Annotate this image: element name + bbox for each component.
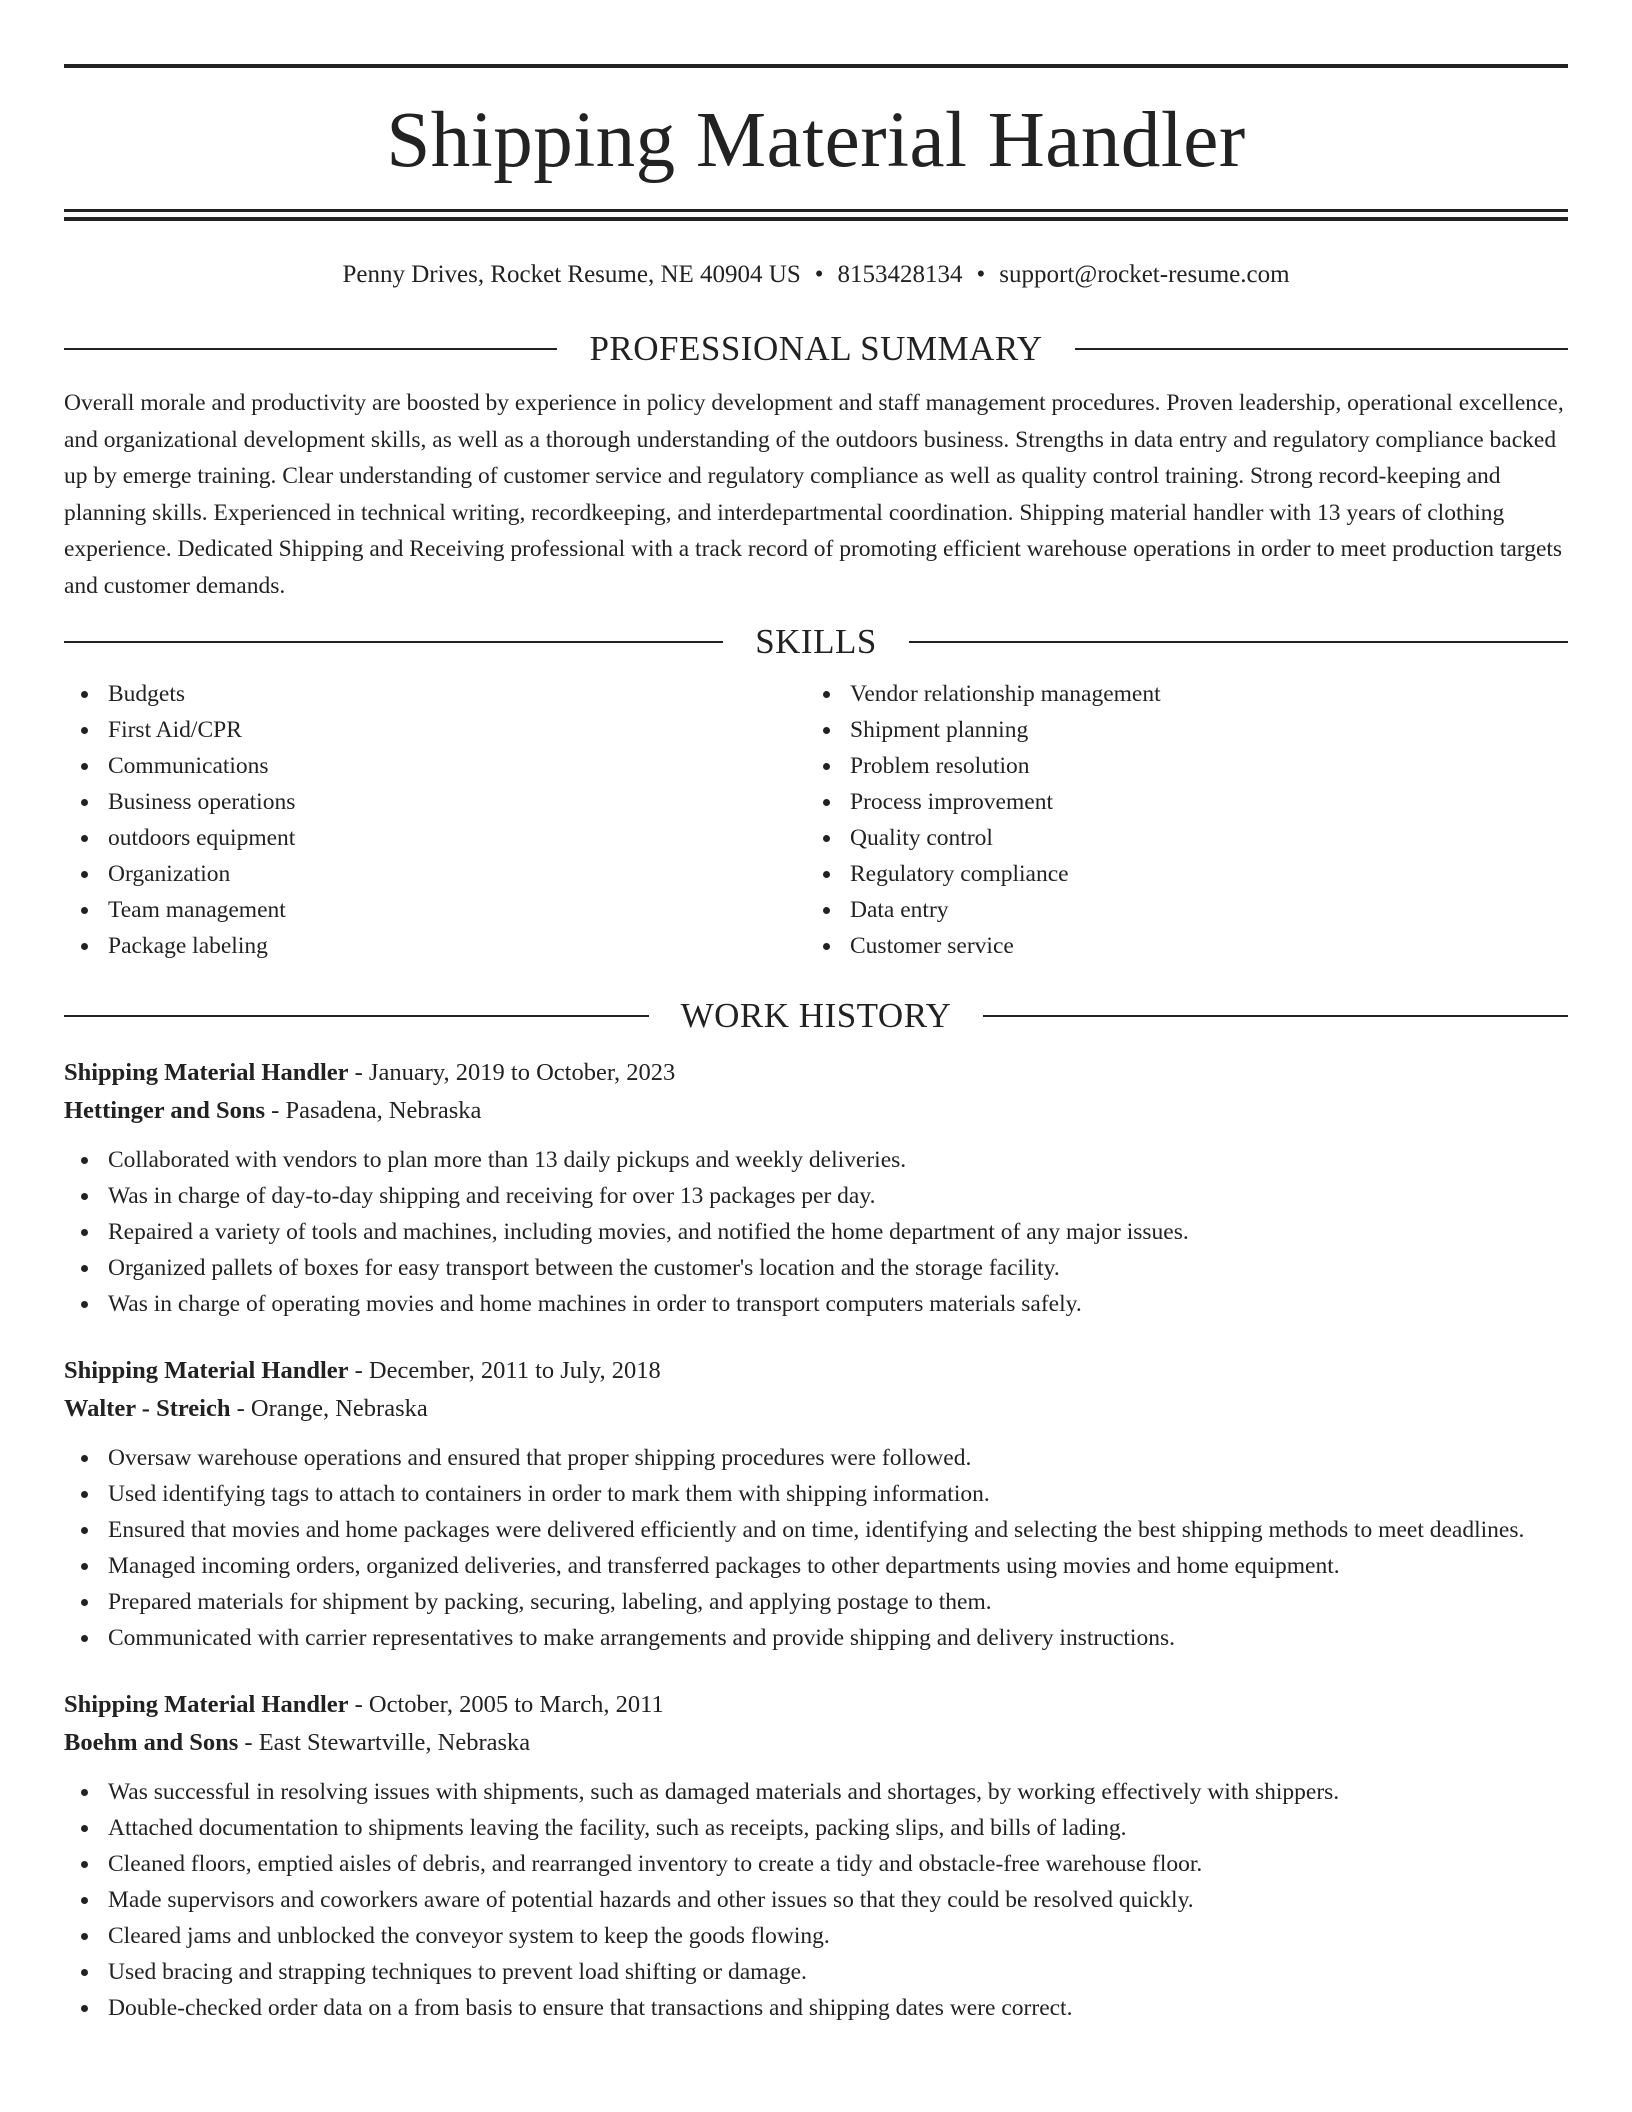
job-title: Shipping Material Handler	[64, 1691, 349, 1718]
job-location: - Orange, Nebraska	[236, 1395, 428, 1422]
list-item: Problem resolution	[806, 748, 1548, 784]
list-item: Was in charge of day-to-day shipping and receiving for over 13 packages per day.	[64, 1178, 1568, 1214]
list-item: Repaired a variety of tools and machines, including movies, and notified the home department of any major issues.	[64, 1214, 1568, 1250]
job-title-line	[64, 1352, 1568, 1390]
skills-heading-text: SKILLS	[755, 622, 877, 661]
contact-address: Penny Drives, Rocket Resume, NE 40904 US	[342, 261, 801, 288]
list-item: Team management	[64, 892, 806, 928]
contact-email: support@rocket-resume.com	[999, 261, 1290, 288]
list-item: Was in charge of operating movies and home machines in order to transport computers materials safely.	[64, 1286, 1568, 1322]
list-item: Data entry	[806, 892, 1548, 928]
work-history-list	[64, 1054, 1568, 2026]
list-item: Attached documentation to shipments leaving the facility, such as receipts, packing slips, and bills of lading.	[64, 1810, 1568, 1846]
list-item: Communicated with carrier representatives to make arrangements and provide shipping and delivery instructions.	[64, 1620, 1568, 1656]
job-company-line	[64, 1724, 1568, 1762]
job-company: Boehm and Sons	[64, 1729, 239, 1756]
contact-separator: •	[814, 261, 824, 288]
list-item: Prepared materials for shipment by packing, securing, labeling, and applying postage to them.	[64, 1584, 1568, 1620]
skills-right-list	[806, 676, 1548, 964]
summary-text: Overall morale and productivity are boosted by experience in policy development and staff management procedures. Proven leadership, operational excellence, and organizational development skills, as well as a thorough understanding of the outdoors business. Strengths in data entry and regulatory compliance backed up by emerge training. Clear understanding of customer service and regulatory compliance as well as quality control training. Strong record-keeping and planning skills. Experienced in technical writing, recordkeeping, and interdepartmental coordination. Shipping material handler with 13 years of clothing experience. Dedicated Shipping and Receiving professional with a track record of promoting efficient warehouse operations in order to meet production targets and customer demands.	[64, 390, 1564, 599]
contact-separator: •	[976, 261, 986, 288]
job-entry	[64, 1352, 1568, 1656]
list-item: Organization	[64, 856, 806, 892]
skills-columns	[64, 676, 1568, 964]
job-dates: - October, 2005 to March, 2011	[354, 1691, 664, 1718]
job-dates: - January, 2019 to October, 2023	[354, 1059, 676, 1086]
list-item: Double-checked order data on a from basis to ensure that transactions and shipping dates were correct.	[64, 1990, 1568, 2026]
list-item: Shipment planning	[806, 712, 1548, 748]
job-title: Shipping Material Handler	[64, 1059, 349, 1086]
list-item: Was successful in resolving issues with shipments, such as damaged materials and shortages, by working effectively with shippers.	[64, 1774, 1568, 1810]
contact-phone: 8153428134	[837, 261, 963, 288]
skills-heading	[64, 624, 1568, 660]
list-item: Organized pallets of boxes for easy transport between the customer's location and the storage facility.	[64, 1250, 1568, 1286]
list-item: Package labeling	[64, 928, 806, 964]
list-item: Budgets	[64, 676, 806, 712]
job-company-line	[64, 1390, 1568, 1428]
job-location: - East Stewartville, Nebraska	[244, 1729, 531, 1756]
job-title-line	[64, 1686, 1568, 1724]
list-item: First Aid/CPR	[64, 712, 806, 748]
job-bullets	[64, 1142, 1568, 1322]
list-item: Customer service	[806, 928, 1548, 964]
list-item: Used identifying tags to attach to containers in order to mark them with shipping information.	[64, 1476, 1568, 1512]
list-item: Made supervisors and coworkers aware of potential hazards and other issues so that they could be resolved quickly.	[64, 1882, 1568, 1918]
candidate-name: Shipping Material Handler	[386, 97, 1246, 184]
contact-line	[64, 259, 1568, 291]
job-dates: - December, 2011 to July, 2018	[354, 1357, 661, 1384]
header-double-rule	[64, 209, 1568, 221]
job-company-line	[64, 1092, 1568, 1130]
list-item: Oversaw warehouse operations and ensured that proper shipping procedures were followed.	[64, 1440, 1568, 1476]
job-title-line	[64, 1054, 1568, 1092]
resume-page	[64, 64, 1568, 2026]
job-title: Shipping Material Handler	[64, 1357, 349, 1384]
work-heading	[64, 998, 1568, 1034]
job-bullets	[64, 1774, 1568, 2026]
list-item: Business operations	[64, 784, 806, 820]
job-entry	[64, 1054, 1568, 1322]
list-item: Quality control	[806, 820, 1548, 856]
job-location: - Pasadena, Nebraska	[271, 1097, 482, 1124]
list-item: Vendor relationship management	[806, 676, 1548, 712]
list-item: Regulatory compliance	[806, 856, 1548, 892]
job-bullets	[64, 1440, 1568, 1656]
list-item: outdoors equipment	[64, 820, 806, 856]
list-item: Communications	[64, 748, 806, 784]
job-company: Walter - Streich	[64, 1395, 231, 1422]
skills-left-list	[64, 676, 806, 964]
top-rule	[64, 64, 1568, 68]
summary-heading-text: PROFESSIONAL SUMMARY	[589, 329, 1043, 368]
summary-heading	[64, 331, 1568, 367]
list-item: Used bracing and strapping techniques to prevent load shifting or damage.	[64, 1954, 1568, 1990]
list-item: Ensured that movies and home packages were delivered efficiently and on time, identifying and selecting the best shipping methods to meet deadlines.	[64, 1512, 1568, 1548]
list-item: Managed incoming orders, organized deliveries, and transferred packages to other departments using movies and home equipment.	[64, 1548, 1568, 1584]
list-item: Process improvement	[806, 784, 1548, 820]
list-item: Collaborated with vendors to plan more than 13 daily pickups and weekly deliveries.	[64, 1142, 1568, 1178]
list-item: Cleaned floors, emptied aisles of debris, and rearranged inventory to create a tidy and obstacle-free warehouse floor.	[64, 1846, 1568, 1882]
job-company: Hettinger and Sons	[64, 1097, 266, 1124]
list-item: Cleared jams and unblocked the conveyor system to keep the goods flowing.	[64, 1918, 1568, 1954]
work-heading-text: WORK HISTORY	[680, 996, 952, 1035]
job-entry	[64, 1686, 1568, 2026]
